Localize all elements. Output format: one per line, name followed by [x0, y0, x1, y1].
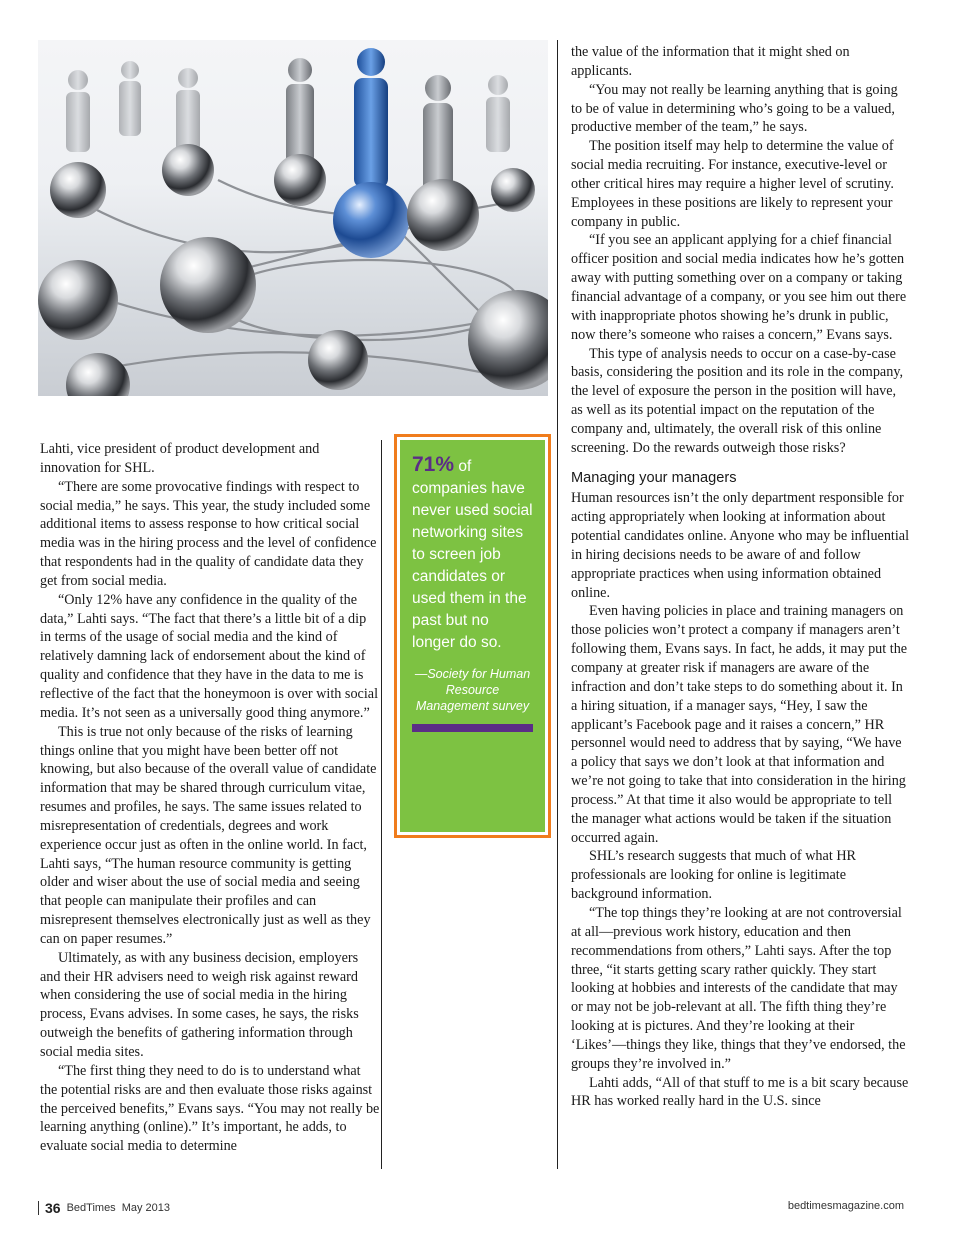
- callout-source: —Society for Human Resource Management survey: [414, 667, 531, 713]
- article-paragraph: “You may not really be learning anything that is going to be of value in determining who’s going to be a valued, productive member of the team,” he says.: [571, 81, 898, 136]
- article-paragraph: “Only 12% have any confidence in the quality of the data,” Lahti says. “The fact that there’s a little bit of a dip in terms of the usage of social media and the kind of relatively damning lack of endorsement about the kind of quality and confidence that they have in the data to me is reflective of the fact that the honeymoon is over with social media. It’s not seen as a universally good thing anymore.”: [40, 591, 379, 721]
- page-footer-left: [38, 1200, 170, 1216]
- article-paragraph: The position itself may help to determine the value of social media recruiting. For instance, executive-level or other critical hires may require a higher level of scrutiny. Employees in these positions are likely to represent your company in public.: [571, 138, 894, 230]
- left-article-column: [40, 440, 380, 1156]
- article-paragraph: the value of the information that it might shed on applicants.: [571, 44, 850, 79]
- article-paragraph: “There are some provocative findings with respect to social media,” he says. This year, the study included some additional items to assess response to how critical social media was in the hiring process and the level of confidence that respondents had in the quality of candidate data they get from social media.: [40, 478, 377, 589]
- article-paragraph: Ultimately, as with any business decision, employers and their HR advisers need to weigh risk against reward when considering the use of social media in the hiring process, Evans advises. In some cases, he says, the risks outweigh the benefits of gathering information through social media sites.: [40, 949, 359, 1060]
- column-divider: [557, 40, 558, 1169]
- article-paragraph: “The first thing they need to do is to understand what the potential risks are and then evaluate those risks against the perceived benefits,” Evans says. “You may not really be learning anything (online).” It’s important, he adds, to evaluate social media to determine: [40, 1062, 380, 1155]
- article-paragraph: “The top things they’re looking at are not controversial at all—previous work history, education and then recommendations from others,” Lahti says. After the top three, “it starts getting scary rather quickly. They start looking at hobbies and interests of the candidate that may or may not be job-relevant at all. The fifth thing they’re looking at is pictures. And they’re looking at their ‘Likes’—things they like, things that they’ve endorsed, the groups they’re involved in.”: [571, 904, 906, 1072]
- statistic-callout: [394, 434, 551, 838]
- column-divider: [381, 440, 382, 1169]
- issue-date: May 2013: [121, 1202, 170, 1214]
- article-paragraph: SHL’s research suggests that much of what HR professionals are looking for online is legitimate background information.: [571, 848, 857, 903]
- page-number: 36: [45, 1200, 61, 1216]
- network-people-photo: [38, 40, 548, 396]
- article-paragraph: Human resources isn’t the only department responsible for acting appropriately when looking at information about potential candidates online. Anyone who may be influential in hiring decisions needs to be aware of and follow appropriate practices when using information obtained online.: [571, 490, 910, 601]
- website-url: bedtimesmagazine.com: [787, 1200, 904, 1212]
- article-paragraph: This is true not only because of the risks of learning things online that you might have been better off not knowing, but also because of the overall value of candidate information that may be shared through curriculum vitae, resumes and profiles, he says. The same issues related to misrepresentation of credentials, degrees and work experience occur just as often in the online world. In fact, Lahti says, “The human resource community is getting older and wiser about the use of social media and seeing that people can manipulate their profiles and can misrepresent themselves electronically just as well as they can on paper resumes.”: [40, 723, 377, 947]
- article-paragraph: Lahti adds, “All of that stuff to me is a bit scary because HR has worked really hard in the U.S. since: [571, 1074, 909, 1110]
- footer-divider: [38, 1201, 39, 1215]
- article-paragraph: Lahti, vice president of product development and innovation for SHL.: [40, 441, 320, 476]
- article-paragraph: “If you see an applicant applying for a chief financial officer position and social media indicates how he’s gotten away with putting something over on a company or taking financial advantage of a company, or you see him out there with inappropriate photos showing he’s drunk in public, now there’s someone who raises a concern,” Evans says.: [571, 232, 907, 343]
- section-subhead: Managing your managers: [571, 469, 737, 486]
- article-paragraph: This type of analysis needs to occur on a case-by-case basis, considering the position and its role in the company, the level of exposure the person in the position will have, as well as its potential impact on the reputation of the company and, ultimately, the overall risk of this online screening. Do the rewards outweigh those risks?: [571, 345, 904, 456]
- network-illustration: [38, 40, 548, 396]
- callout-accent-bar: [412, 724, 533, 732]
- highlighted-blue-figure: [333, 48, 409, 258]
- callout-percentage: 71%: [412, 453, 455, 476]
- callout-body: [400, 440, 545, 832]
- callout-statistic: [412, 454, 533, 654]
- right-article-column: [571, 43, 911, 1111]
- article-paragraph: Even having policies in place and training managers on those policies won’t protect a company if managers aren’t following them, Evans says. In fact, he adds, it may put the company at greater risk if managers are aware of the infraction and don’t take steps to do something about it. In a hiring situation, if a manager says, “Hey, I saw the applicant’s Facebook page and it raises a concern,” HR personnel would need to address that by saying, “We have a policy that says we don’t look at that information and we’re not going to take that into consideration in the hiring process.” At that time it also would be appropriate to tell the manager what actions would be taken if the situation occurred again.: [571, 603, 908, 846]
- publication-name: BedTimes: [66, 1202, 116, 1214]
- callout-stat-text: of companies have never used social networking sites to screen job candidates or used them in the past but no longer do so.: [412, 458, 533, 651]
